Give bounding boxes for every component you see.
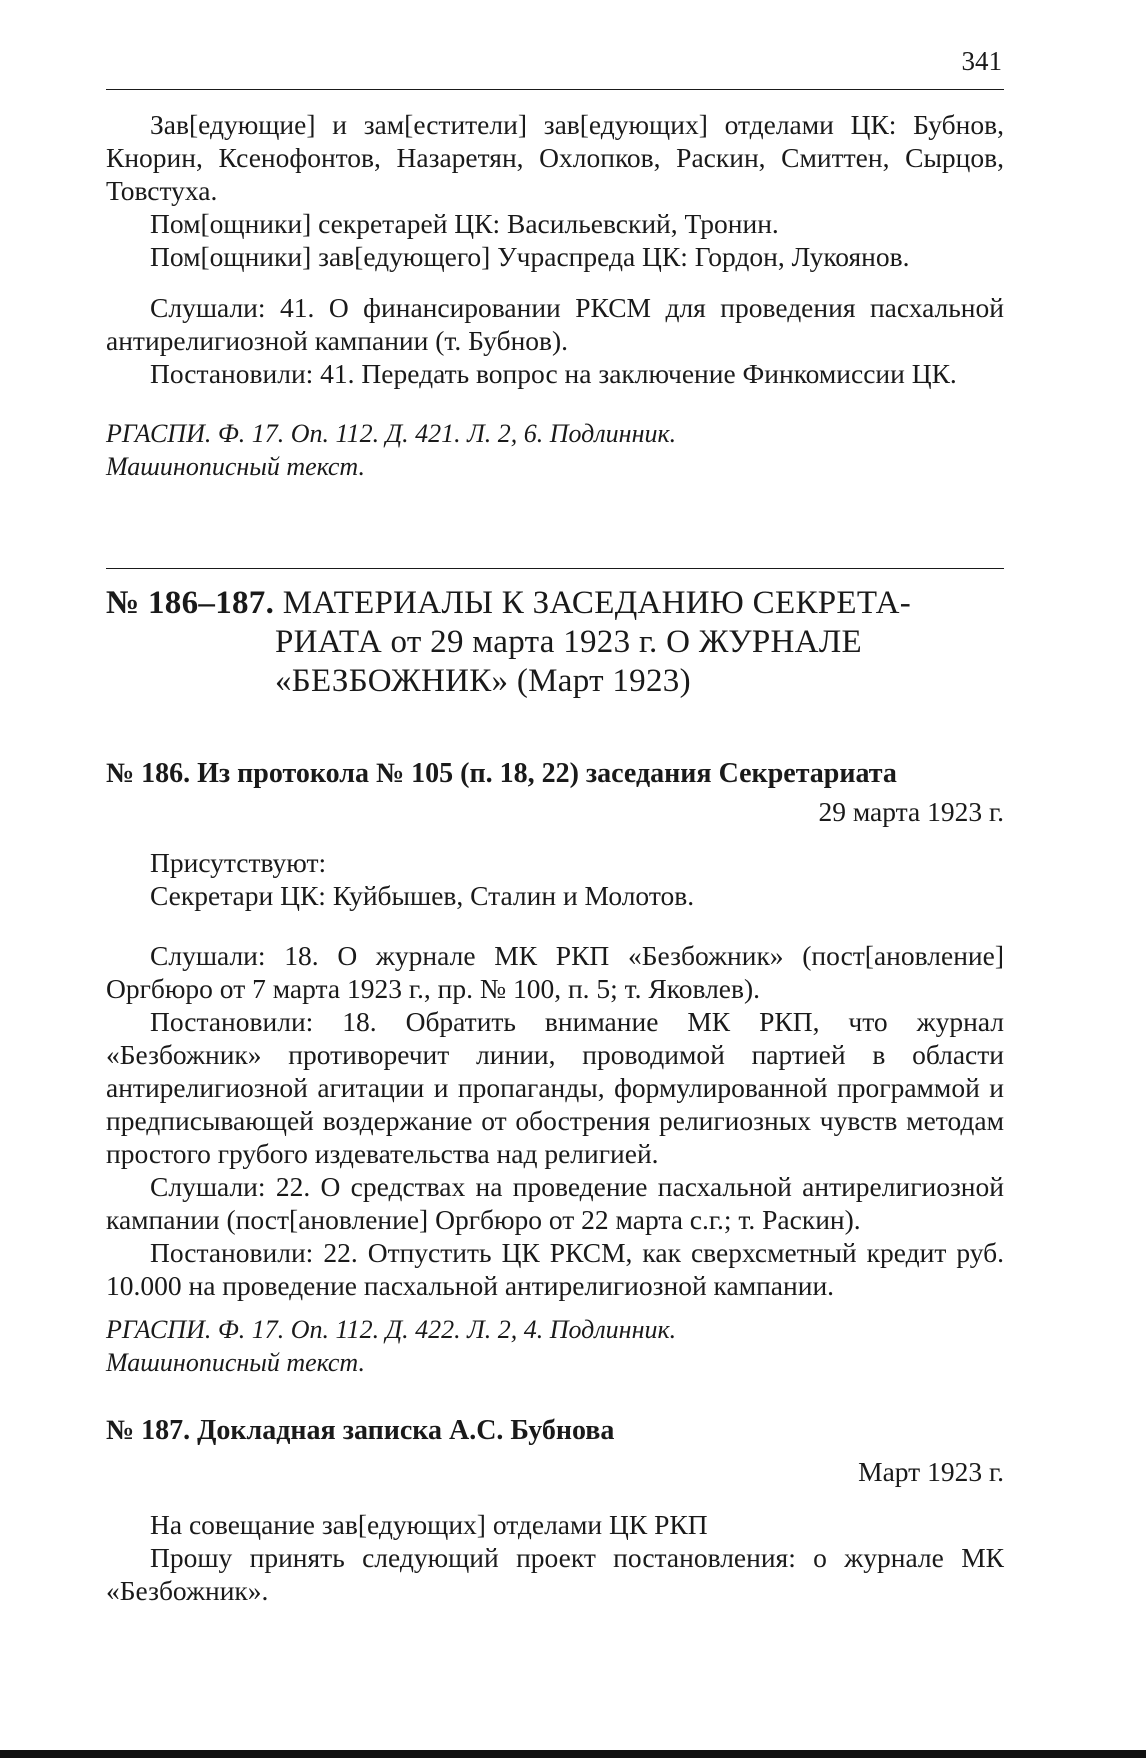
main-heading-number: № 186–187. [106,585,275,621]
doc187-addressee: На совещание зав[едующих] отделами ЦК РКП [150,1509,708,1540]
scan-edge [0,1750,1146,1758]
archive-source-2-line2: Машинописный текст. [106,1348,365,1377]
doc186-date: 29 марта 1923 г. [818,796,1004,827]
attendees-section [106,108,1004,273]
archive-source-1 [106,417,1004,483]
archive-source-1-line2: Машинописный текст. [106,452,365,481]
header-rule [106,89,1004,90]
doc186-present [106,846,1004,912]
archive-source-1-line1: РГАСПИ. Ф. 17. Оп. 112. Д. 421. Л. 2, 6. Подлинник. [106,419,677,448]
item-41 [106,291,1004,390]
present-list: Секретари ЦК: Куйбышев, Сталин и Молотов. [150,880,695,911]
doc187-text: Прошу принять следующий проект постановления: о журнале МК «Безбожник». [106,1542,1004,1606]
archive-source-2 [106,1313,1004,1379]
attendees-assistants: Пом[ощники] секретарей ЦК: Васильевский, Тронин. [150,208,779,239]
main-heading-line1: МАТЕРИАЛЫ К ЗАСЕДАНИЮ СЕКРЕТА- [282,585,912,621]
heard-41: Слушали: 41. О финансировании РКСМ для проведения пасхальной антирелигиозной кампании (т. Бубнов). [106,292,1004,356]
attendees-uchraspred: Пом[ощники] зав[едующего] Учраспреда ЦК: Гордон, Лукоянов. [150,241,910,272]
doc186-title: № 186. Из протокола № 105 (п. 18, 22) заседания Секретариата [106,758,897,789]
main-heading [106,584,1004,701]
page-number: 341 [961,46,1002,76]
heard-22: Слушали: 22. О средствах на проведение пасхальной антирелигиозной кампании (пост[ановление] Оргбюро от 22 марта с.г.; т. Раскин). [106,1171,1004,1235]
attendees-heads: Зав[едующие] и зам[естители] зав[едующих] отделами ЦК: Бубнов, Кнорин, Ксенофонтов, Назаретян, Охлопков, Раскин, Смиттен, Сырцов, Товстуха. [106,109,1004,206]
decided-41: Постановили: 41. Передать вопрос на заключение Финкомиссии ЦК. [150,358,957,389]
archive-source-2-line1: РГАСПИ. Ф. 17. Оп. 112. Д. 422. Л. 2, 4. Подлинник. [106,1315,677,1344]
decided-22: Постановили: 22. Отпустить ЦК РКСМ, как сверхсметный кредит руб. 10.000 на проведение пасхальной антирелигиозной кампании. [106,1237,1004,1301]
present-label: Присутствуют: [150,847,327,878]
section-rule [106,568,1004,569]
doc187-date: Март 1923 г. [858,1456,1004,1487]
doc187-body [106,1508,1004,1607]
main-heading-line3: «БЕЗБОЖНИК» (Март 1923) [275,663,691,699]
decided-18: Постановили: 18. Обратить внимание МК РКП, что журнал «Безбожник» противоречит линии, проводимой партией в области антирелигиозной агитации и пропаганды, формулированной программой и предписывающей воздержание от обострения религиозных чувств методам простого грубого издевательства над религией. [106,1006,1004,1169]
main-heading-line2: РИАТА от 29 марта 1923 г. О ЖУРНАЛЕ [275,624,862,660]
doc186-body [106,939,1004,1302]
heard-18: Слушали: 18. О журнале МК РКП «Безбожник» (пост[ановление] Оргбюро от 7 марта 1923 г., пр. № 100, п. 5; т. Яковлев). [106,940,1004,1004]
doc187-title: № 187. Докладная записка А.С. Бубнова [106,1415,615,1446]
